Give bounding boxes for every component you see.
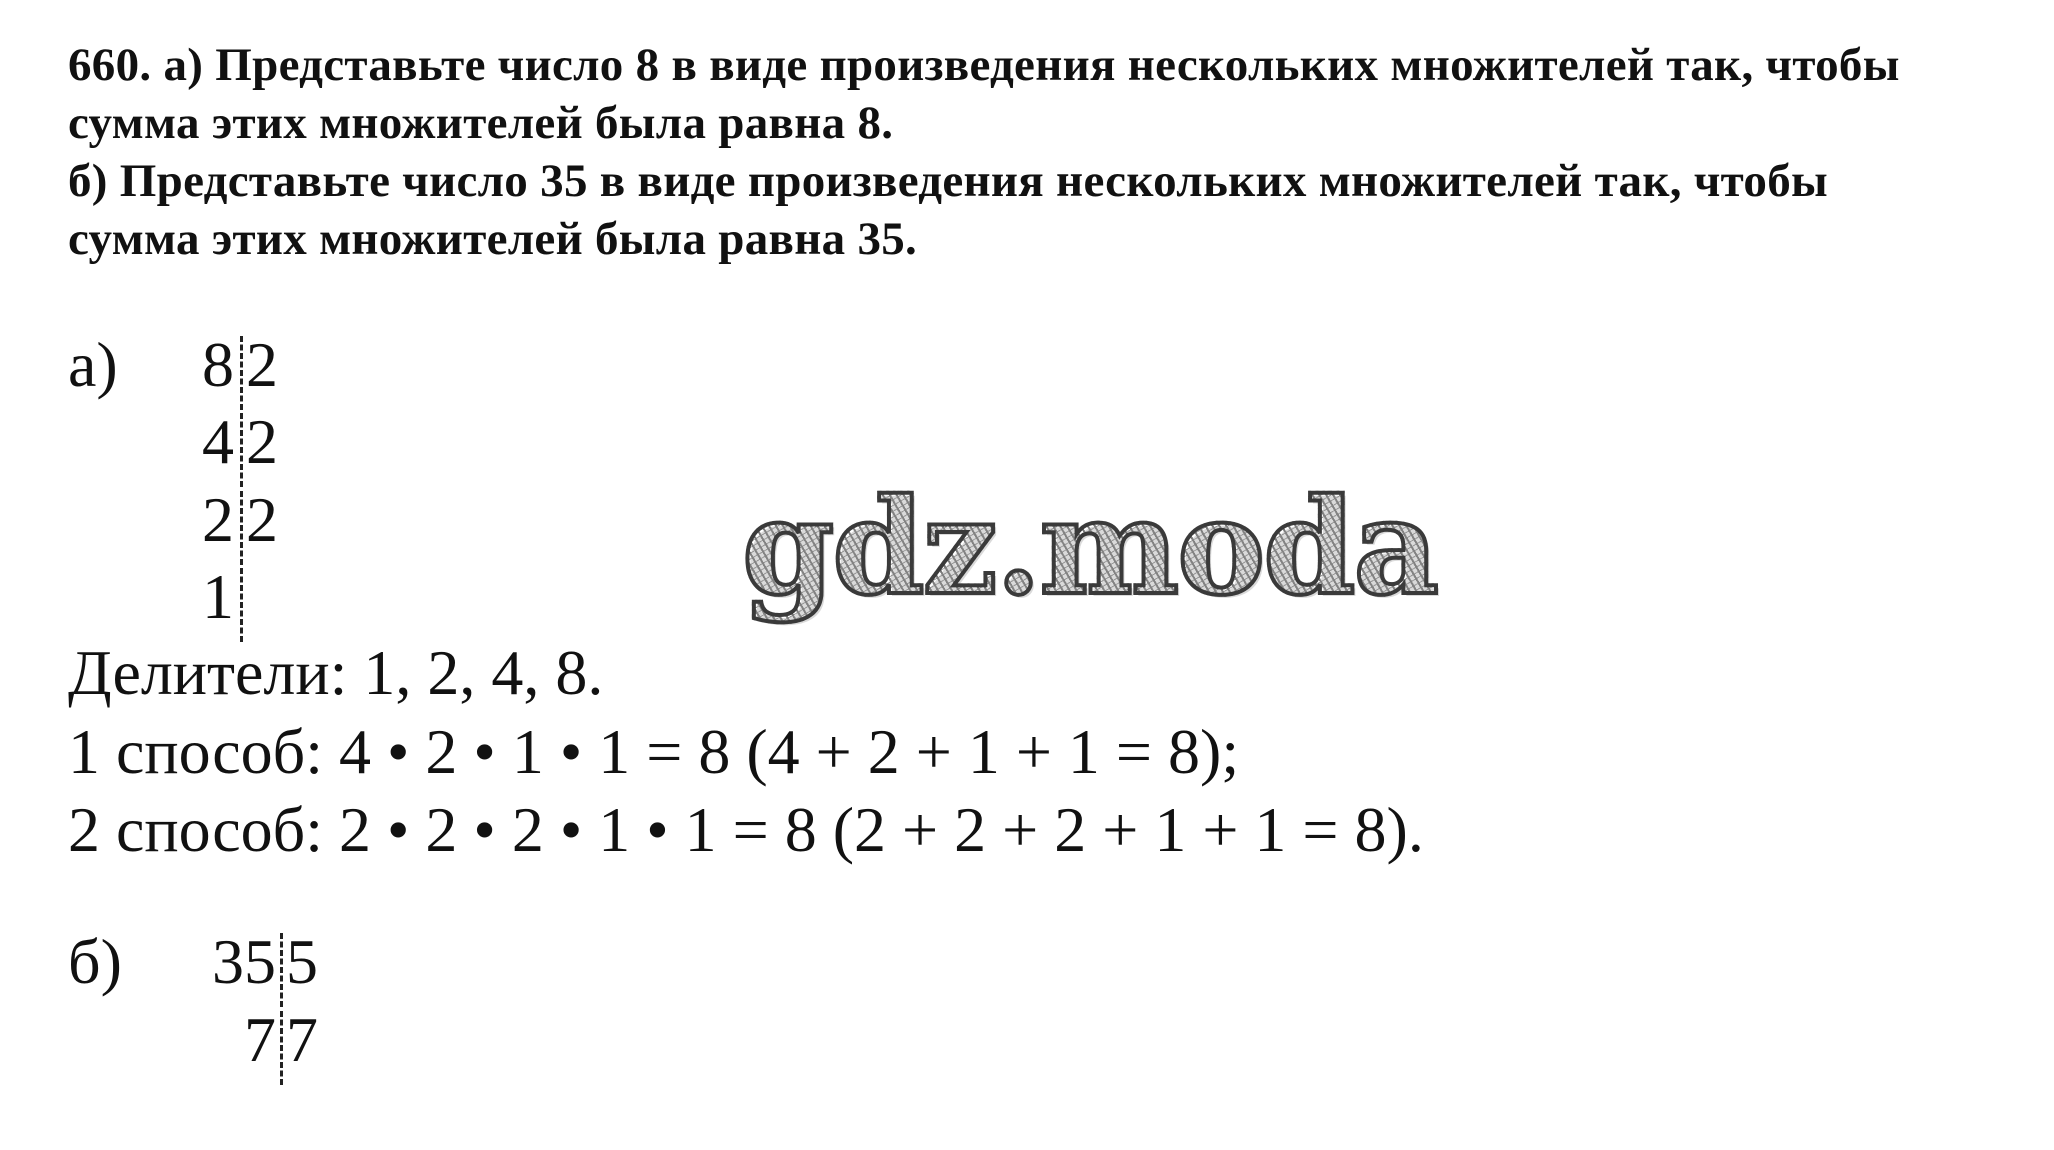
problem-line-3: б) Представьте число 35 в виде произведения нескольких множителей так, чтобы	[68, 155, 1829, 207]
division-factor: 5	[286, 926, 318, 997]
problem-line-4: сумма этих множителей была равна 35.	[68, 213, 918, 265]
division-row-a-2	[68, 405, 278, 485]
division-bar	[280, 1011, 283, 1085]
division-factor: 2	[246, 406, 278, 477]
way-1-line: 1 способ: 4 • 2 • 1 • 1 = 8 (4 + 2 + 1 + 1 = 8);	[68, 716, 1240, 787]
division-row-b-1	[68, 925, 328, 1005]
way-2-line: 2 способ: 2 • 2 • 2 • 1 • 1 = 8 (2 + 2 + 2 + 1 + 1 = 8).	[68, 794, 1424, 865]
watermark-logo: gdz.moda	[742, 470, 1438, 625]
division-row-a-3	[68, 483, 278, 563]
division-row-b-2	[68, 1003, 328, 1083]
division-bar	[240, 413, 243, 487]
division-row-a-4	[68, 560, 268, 640]
division-bar	[240, 491, 243, 565]
division-number: 8	[202, 329, 234, 400]
division-bar	[280, 933, 283, 1007]
divisors-line: Делители: 1, 2, 4, 8.	[68, 637, 604, 708]
division-factor: 2	[246, 484, 278, 555]
division-factor: 7	[286, 1004, 318, 1075]
division-number: 1	[202, 561, 234, 632]
part-b-label: б)	[68, 926, 122, 997]
problem-line-2: сумма этих множителей была равна 8.	[68, 97, 894, 149]
division-number: 35	[212, 926, 276, 997]
part-a-label: а)	[68, 329, 118, 400]
problem-line-1: 660. а) Представьте число 8 в виде произведения нескольких множителей так, чтобы	[68, 39, 1900, 91]
division-bar	[240, 568, 243, 642]
division-number: 4	[202, 406, 234, 477]
division-bar	[240, 336, 243, 410]
division-row-a-1	[68, 328, 278, 408]
problem-statement	[68, 36, 2028, 268]
division-factor: 2	[246, 329, 278, 400]
division-number: 7	[244, 1004, 276, 1075]
division-number: 2	[202, 484, 234, 555]
